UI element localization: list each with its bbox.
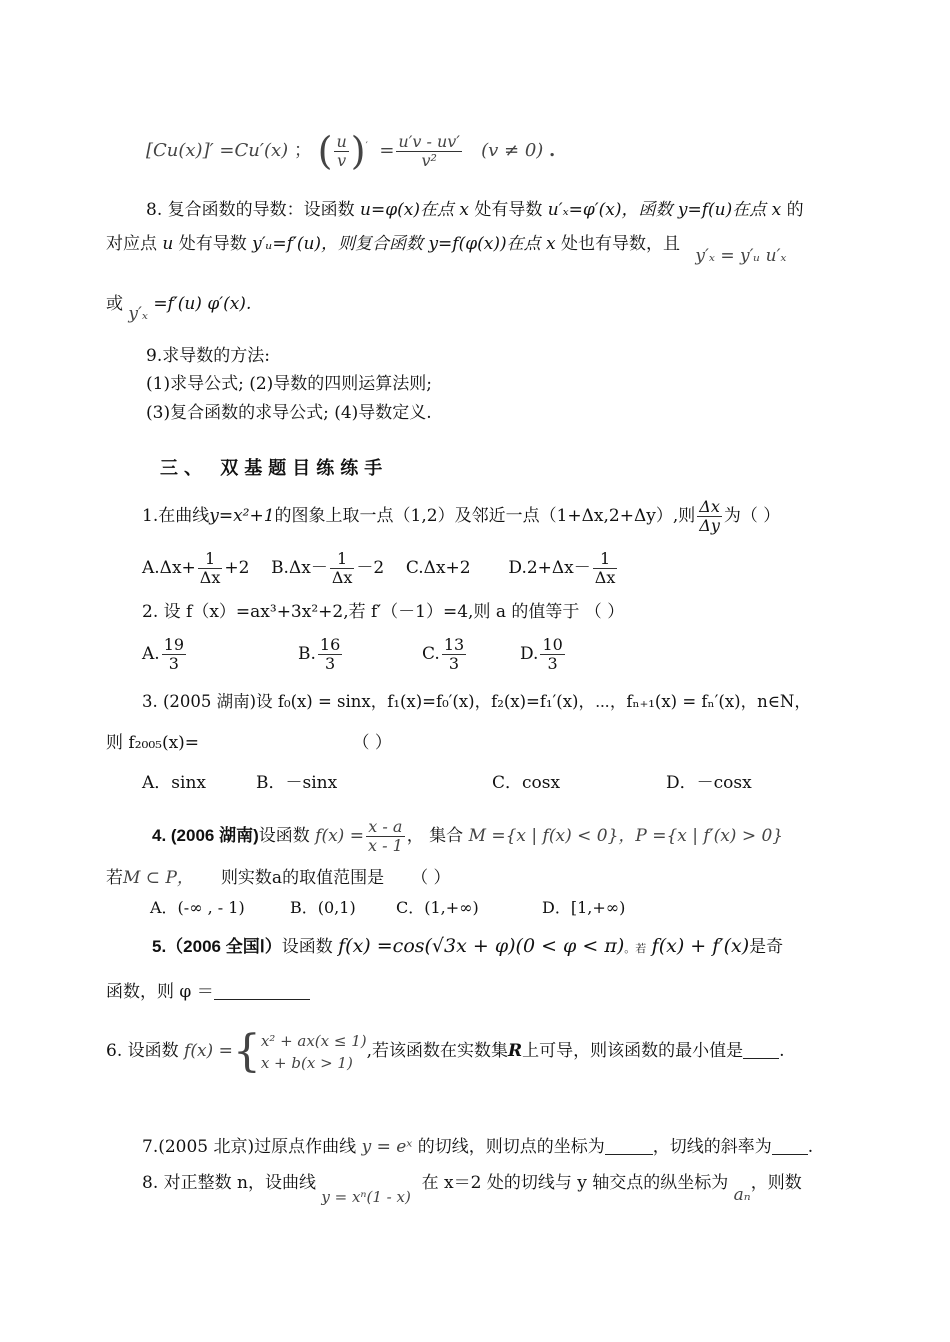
q1-stem (142, 496, 780, 536)
q1-option-a-fraction (198, 550, 223, 587)
q5-line2 (106, 980, 310, 1004)
item8-text-h: 的 (786, 200, 804, 220)
q4-answer-paren: （ ） (411, 868, 451, 888)
q6-stem (106, 1020, 785, 1082)
q4-set-m: M ={x | f(x) < 0} (468, 826, 619, 846)
item8-text-b: u=φ(x)在点 (360, 200, 454, 220)
q8-curve: y = xⁿ(1 - x) (321, 1188, 411, 1206)
quotient-rule-denominator: v² (421, 150, 437, 170)
q2-option-b-label: B. (298, 644, 316, 664)
q4-options (150, 896, 625, 920)
q2-option-b (298, 634, 422, 674)
q1-curve: y=x²+1 (209, 506, 275, 526)
item8-text-2f: x (546, 234, 556, 254)
q2-option-c-num: 13 (443, 635, 465, 654)
q1-option-c: C.Δx+2 (405, 558, 471, 578)
q8-text-b: 在 x＝2 处的切线与 y 轴交点的纵坐标为 (421, 1173, 729, 1193)
q1-option-a-den: Δx (199, 568, 221, 587)
q3-option-c: C．cosx (492, 773, 561, 793)
q1-options (142, 548, 619, 588)
q1-fraction (697, 498, 722, 535)
q4-set-p: ，P ={x | f′(x) > 0} (618, 826, 784, 846)
q3-options (142, 771, 752, 795)
q2-option-c-label: C. (422, 644, 440, 664)
q5-function: f(x) =cos(√3x + φ)(0 < φ < π) (338, 935, 625, 957)
q2-options (142, 634, 567, 674)
q5-sum-expression: f(x) + f′(x) (651, 935, 750, 957)
item8-line3 (106, 292, 252, 324)
q1-text-a: 1.在曲线 (142, 506, 210, 526)
q7-end: . (807, 1137, 814, 1157)
q4-option-d: D．[1,+∞) (542, 898, 626, 917)
derivative-rules-formula: [Cu(x)]′ =Cu′(x) ； ( $\frac{u}{v}$ )′ = $\frac{u'v - uv'}{\text{v²}}$ (v ≠ 0) . (146, 129, 556, 173)
q4-function-fraction (366, 818, 405, 855)
q8-text-c: ，则数 (750, 1173, 802, 1193)
q5-stem (152, 931, 783, 964)
q1-option-b-pre: B.Δx－ (271, 558, 328, 578)
quotient-condition: (v ≠ 0) (481, 140, 544, 161)
q2-stem: 2. 设 f（x）=ax³+3x²+2,若 f′（－1）=4,则 a 的值等于 （ ） (142, 602, 625, 622)
item8-text-3a: 或 (106, 294, 123, 314)
q2-option-a-num: 19 (163, 635, 185, 654)
q6-text-c: 上可导，则该函数的最小值是 (522, 1041, 744, 1061)
item8-text-2b: u (162, 234, 174, 254)
q2-option-a-fraction (162, 636, 186, 673)
q7-slope-blank[interactable] (772, 1138, 808, 1155)
q6-real-set: R (508, 1041, 523, 1061)
q5-text-d: 是奇 (749, 937, 784, 957)
q6-text-a: 6. 设函数 (106, 1041, 179, 1061)
q2-option-c-fraction (442, 636, 466, 673)
q1-fraction-num: Δx (697, 498, 722, 517)
q2-option-c-den: 3 (448, 654, 460, 673)
q2-option-d-fraction (540, 636, 564, 673)
q1-option-d (508, 549, 619, 587)
q6-piece-2: x + b(x > 1) (260, 1053, 353, 1072)
section-heading: 三、 双基题目练练手 (160, 458, 389, 479)
q4-option-b: B．(0,1) (290, 898, 356, 917)
q2-option-b-den: 3 (324, 654, 336, 673)
formula-end-dot: . (549, 140, 556, 161)
q2-option-d-den: 3 (547, 654, 558, 673)
q5-text-b: 设函数 (281, 937, 333, 957)
item8-text-3c: =f′(u) φ′(x). (153, 294, 252, 314)
q2-option-a (142, 634, 298, 674)
q4-text-b: 设函数 (258, 826, 310, 846)
q6-function-label: f(x) = (184, 1041, 233, 1061)
q1-option-b-post: －2 (356, 558, 385, 578)
q2-option-d-num: 10 (542, 635, 563, 654)
q2-option-c (422, 634, 520, 674)
q3-stem: 3. (2005 湖南)设 f₀(x) = sinx，f₁(x)=f₀′(x)，f₂(x)=f₁′(x)，⋯，fₙ₊₁(x) = fₙ′(x)，n∈N， (142, 692, 811, 711)
q7-text-a: 7.(2005 北京)过原点作曲线 (142, 1137, 357, 1157)
q4-line2-a: 若 (106, 868, 123, 888)
item8-line2 (106, 232, 787, 266)
item9-row1: (1)求导公式; (2)导数的四则运算法则; (146, 374, 433, 394)
quotient-fraction (334, 133, 348, 170)
q4-text-c: ， 集合 (406, 826, 464, 846)
item8-text-2e: y=f(φ(x))在点 (428, 234, 541, 254)
q6-piecewise (261, 1030, 367, 1074)
q8-sequence-term: aₙ (733, 1185, 751, 1205)
q2-option-b-num: 16 (319, 635, 341, 654)
quotient-denominator: v (337, 150, 347, 170)
q7-point-blank[interactable] (605, 1138, 653, 1155)
item8-text-f: y=f(u)在点 (677, 200, 767, 220)
item8-text-2a: 对应点 (106, 234, 157, 254)
q8-stem (142, 1171, 802, 1206)
q3-option-b: B．－sinx (256, 773, 338, 793)
q1-option-b-den: Δx (331, 568, 353, 587)
q2-option-a-den: 3 (168, 654, 179, 673)
q2-option-a-label: A. (142, 644, 160, 664)
q5-answer-blank[interactable] (214, 983, 310, 1000)
q1-option-b (271, 549, 385, 587)
q4-fraction-num: x - a (366, 818, 405, 837)
q6-answer-blank[interactable] (743, 1042, 779, 1059)
q2-option-d (520, 635, 567, 673)
q4-subset-relation: M ⊂ P， (123, 868, 194, 888)
item8-text-a: 8. 复合函数的导数：设函数 (146, 200, 355, 220)
q6-text-b: ,若该函数在实数集 (366, 1041, 509, 1061)
q1-option-a-num: 1 (198, 550, 223, 569)
q7-text-c: ，切线的斜率为 (652, 1137, 772, 1157)
quotient-rule-fraction (396, 133, 462, 170)
q3-option-d: D．－cosx (666, 773, 752, 793)
q1-option-d-den: Δx (594, 568, 616, 587)
q5-line2-text: 函数，则 φ ＝ (106, 982, 214, 1002)
item9-row2: (3)复合函数的求导公式; (4)导数定义. (146, 403, 432, 423)
item8-text-c: x (459, 200, 469, 220)
item8-text-g: x (771, 200, 782, 220)
q6-brace-symbol: { (232, 1025, 261, 1077)
q5-text-c: 。若 (624, 942, 647, 955)
quotient-numerator: u (336, 131, 347, 151)
item8-text-2c: 处有导数 (178, 234, 247, 254)
q1-option-a-post: +2 (224, 558, 250, 578)
q1-text-d: 为（ ） (723, 506, 781, 526)
q1-option-a (142, 549, 250, 587)
q4-function-label: f(x) = (315, 826, 364, 846)
q4-line2 (106, 866, 451, 890)
q4-source: 4. (2006 湖南) (152, 826, 259, 845)
formula-separator: ； (293, 140, 312, 161)
q1-fraction-den: Δy (699, 516, 720, 535)
q1-option-b-fraction (330, 550, 355, 587)
q1-option-d-num: 1 (593, 550, 618, 569)
q4-fraction-den: x - 1 (367, 836, 403, 855)
q3-line2-text: 则 f₂₀₀₅(x)= (106, 733, 200, 753)
right-paren-symbol: ) (350, 129, 366, 173)
q8-text-a: 8. 对正整数 n，设曲线 (142, 1173, 316, 1193)
left-paren-symbol: ( (317, 129, 333, 173)
q4-line2-c: 则实数a的取值范围是 (220, 868, 385, 888)
item8-text-3b: y′ₓ (128, 304, 148, 324)
q7-stem (142, 1135, 813, 1159)
item8-text-2d: y′ᵤ=f′(u)，则复合函数 (252, 234, 424, 254)
q4-option-c: C．(1,+∞) (396, 898, 479, 917)
q3-answer-paren: （ ） (352, 733, 392, 753)
item8-line1 (146, 198, 804, 222)
q4-option-a: A．(-∞ , - 1) (150, 898, 245, 917)
chain-rule-formula: y′ₓ = y′ᵤ u′ₓ (695, 246, 787, 266)
q6-piece-1: x² + ax(x ≤ 1) (260, 1031, 367, 1050)
q7-text-b: 的切线，则切点的坐标为 (417, 1137, 605, 1157)
q6-end: . (779, 1041, 785, 1061)
item8-text-e: u′ₓ=φ′(x)，函数 (547, 200, 673, 220)
q3-option-a: A．sinx (142, 773, 206, 793)
q2-option-b-fraction (318, 636, 342, 673)
q1-option-a-pre: A.Δx+ (142, 558, 196, 578)
q1-text-c: 的图象上取一点（1,2）及邻近一点（1+Δx,2+Δy）,则 (274, 506, 696, 526)
q1-option-b-num: 1 (330, 550, 355, 569)
q3-line2 (106, 731, 392, 755)
q7-curve: y = eˣ (361, 1137, 413, 1157)
q1-option-d-fraction (593, 550, 618, 587)
formula-product-constant: [Cu(x)]′ =Cu′(x) (146, 140, 289, 161)
q1-option-d-pre: D.2+Δx－ (508, 558, 591, 578)
q4-stem (152, 812, 783, 860)
q5-source: 5.（2006 全国Ⅰ） (152, 937, 282, 956)
item8-text-2g: 处也有导数，且 (561, 234, 681, 254)
item9-title: 9.求导数的方法: (146, 346, 270, 366)
q2-option-d-label: D. (520, 644, 539, 664)
item8-text-d: 处有导数 (474, 200, 543, 220)
quotient-rule-numerator: u′v - uv′ (398, 131, 460, 151)
